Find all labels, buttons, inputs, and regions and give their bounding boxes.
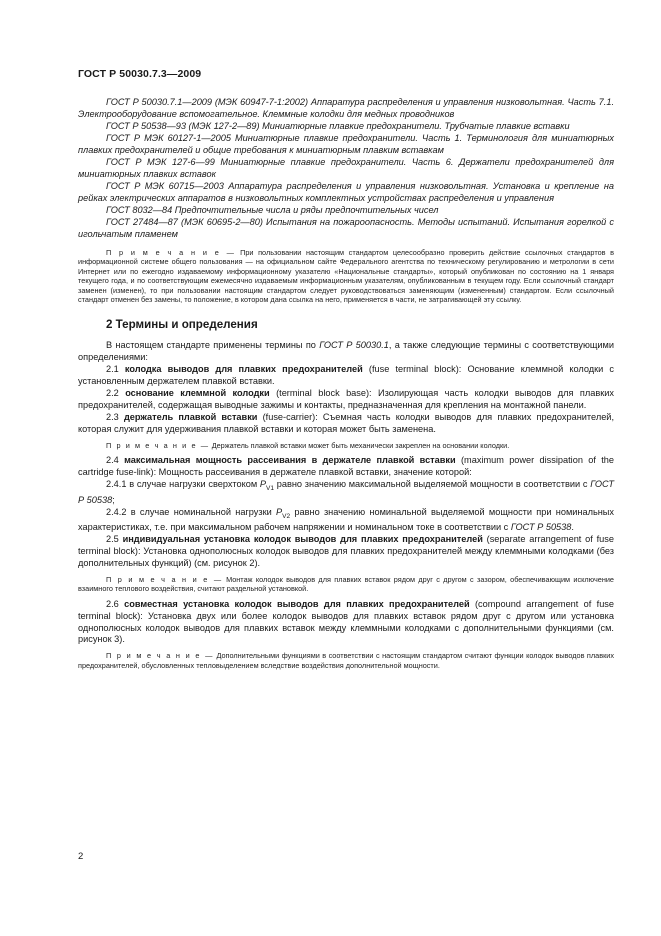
term-title: держатель плавкой вставки xyxy=(123,411,258,422)
reference-item: ГОСТ 8032—84 Предпочтительные числа и ряды предпочтительных чисел xyxy=(106,205,439,215)
symbol-subscript: V1 xyxy=(266,484,274,492)
reference-item: ГОСТ Р МЭК 60715—2003 Аппаратура распределения и управления низковольтная. Установка и крепление на рейках электрических аппаратов в низковольтных комплектных устройствах распределения и управления xyxy=(78,181,614,203)
note-text: Монтаж колодок выводов для плавких вставок рядом друг с другом с зазором, обеспечивающим исключение взаимного теплового воздействия, считают раздельной установкой. xyxy=(78,574,614,594)
term-2-5: 2.5 индивидуальная установка колодок выводов для плавких предохранителей (separate arrangement of fuse terminal block): Установка однополюсных колодок выводов для плавких предохранителей между клеммными колодками (без дополнительных функций) (см. рисунок 2). xyxy=(78,534,614,568)
note-text: При пользовании настоящим стандартом целесообразно проверить действие ссылочных стандартов в информационной системе общего пользования — на официальном сайте Федерального агентства по техническому регулированию и метрологии в сети Интернет или по ежегодно издаваемому информационному указателю «Национальные стандарты», который опубликован по состоянию на 1 января текущего года, и по соответствующим ежемесячно издаваемым информационным указателям, опубликованным в текущем году. Если ссылочный стандарт заменен (изменен), то при пользовании настоящим стандартом следует руководствоваться заменяющим (измененным) стандартом. Если ссылочный стандарт отменен без замены, то положение, в котором дана ссылка на него, применяется в части, не затрагивающей эту ссылку. xyxy=(78,248,614,305)
note-text: Держатель плавкой вставки может быть механически закреплен на основании колодки. xyxy=(211,440,510,450)
reference-item: ГОСТ Р 50538—93 (МЭК 127-2—89) Миниатюрные плавкие предохранители. Трубчатые плавкие вставки xyxy=(106,121,570,131)
note-label: П р и м е ч а н и е — xyxy=(106,440,210,450)
symbol-subscript: V2 xyxy=(282,512,291,520)
term-title: основание клеммной колодки xyxy=(125,388,270,399)
standard-reference: ГОСТ Р 50030.1 xyxy=(319,340,389,351)
page-content xyxy=(78,96,614,670)
note-label: П р и м е ч а н и е — xyxy=(106,574,223,584)
note-label: П р и м е ч а н и е — xyxy=(106,248,236,257)
term-2-6: 2.6 совместная установка колодок выводов для плавких предохранителей (compound arrangement of fuse terminal block): Установка двух или более колодок выводов для плавких вставок рядом друг с другом или установка однополюсных колодок выводов для плавких вставок между клеммными колодками с дополнительными функциями (см. рисунок 3). xyxy=(78,598,615,645)
page-number: 2 xyxy=(78,851,84,862)
note-2-5 xyxy=(78,575,614,594)
page-header-title: ГОСТ Р 50030.7.3—2009 xyxy=(78,68,202,80)
term-title: совместная установка колодок выводов для плавких предохранителей xyxy=(124,598,470,609)
standard-reference: ГОСТ Р 50538 xyxy=(510,522,572,533)
symbol: P xyxy=(276,506,283,517)
note-2-6 xyxy=(78,651,614,670)
section-heading: 2 Термины и определения xyxy=(106,318,258,332)
term-2-4: 2.4 максимальная мощность рассеивания в держателе плавкой вставки (maximum power dissipation of the cartridge fuse-link): Мощность рассеивания в держателе плавкой вставки, значение которой: xyxy=(78,455,615,477)
standard-reference: ГОСТ Р 50538 xyxy=(78,478,614,505)
section-intro: В настоящем стандарте применены термины по ГОСТ Р 50030.1, а также следующие термины с соответствующими определениями: xyxy=(78,340,614,363)
reference-item: ГОСТ Р МЭК 127-6—99 Миниатюрные плавкие предохранители. Часть 6. Держатели предохранителей для миниатюрных плавких вставок xyxy=(78,157,614,179)
note-2-3 xyxy=(78,441,614,450)
term-title: колодка выводов для плавких предохранителей xyxy=(124,364,363,375)
term-2-3: 2.3 держатель плавкой вставки (fuse-carrier): Съемная часть колодки выводов для плавких предохранителей, которая служит для удерживания плавкой вставки и которая может быть заменена. xyxy=(78,411,614,434)
note-references xyxy=(78,248,614,304)
reference-item: ГОСТ Р 50030.7.1—2009 (МЭК 60947-7-1:2002) Аппаратура распределения и управления низковольтная. Часть 7.1. Электрооборудование вспомогательное. Клеммные колодки для медных проводников xyxy=(78,97,614,119)
symbol: P xyxy=(259,478,267,489)
note-text: Дополнительными функциями в соответствии с настоящим стандартом считают функции колодок выводов плавких предохранителей, обусловленных тепловыделением вследствие воздействия дополнительной мощности. xyxy=(78,651,614,670)
term-2-1: 2.1 колодка выводов для плавких предохранителей (fuse terminal block): Основание клеммной колодки с установленным держателем плавкой вставки. xyxy=(78,364,615,387)
term-2-4-2: 2.4.2 в случае номинальной нагрузки $P_{V2}$ равно значению номинальной выделяемой мощности при номинальных характеристиках, т.е. при максимальном рабочем напряжении и номинальном токе в соответствии с ГОСТ Р 50538. xyxy=(78,506,614,533)
term-title: индивидуальная установка колодок выводов для плавких предохранителей xyxy=(122,534,483,545)
note-label: П р и м е ч а н и е — xyxy=(106,651,214,661)
term-2-4-1: 2.4.1 в случае нагрузки сверхтоком $P_{V1}$ равно значению максимальной выделяемой мощности в соответствии с ГОСТ Р 50538; xyxy=(78,478,614,505)
term-title: максимальная мощность рассеивания в держателе плавкой вставки xyxy=(124,455,456,466)
reference-item: ГОСТ 27484—87 (МЭК 60695-2—80) Испытания на пожароопасность. Методы испытаний. Испытания горелкой с игольчатым пламенем xyxy=(78,217,614,239)
term-2-2: 2.2 основание клеммной колодки (terminal block base): Изолирующая часть колодки выводов для плавких предохранителей, содержащая выводные зажимы и контакты, предназначенная для крепления на монтажной панели. xyxy=(78,388,614,410)
reference-item: ГОСТ Р МЭК 60127-1—2005 Миниатюрные плавкие предохранители. Часть 1. Терминология для миниатюрных плавких предохранителей и общие требования к миниатюрным плавким вставкам xyxy=(78,133,614,155)
